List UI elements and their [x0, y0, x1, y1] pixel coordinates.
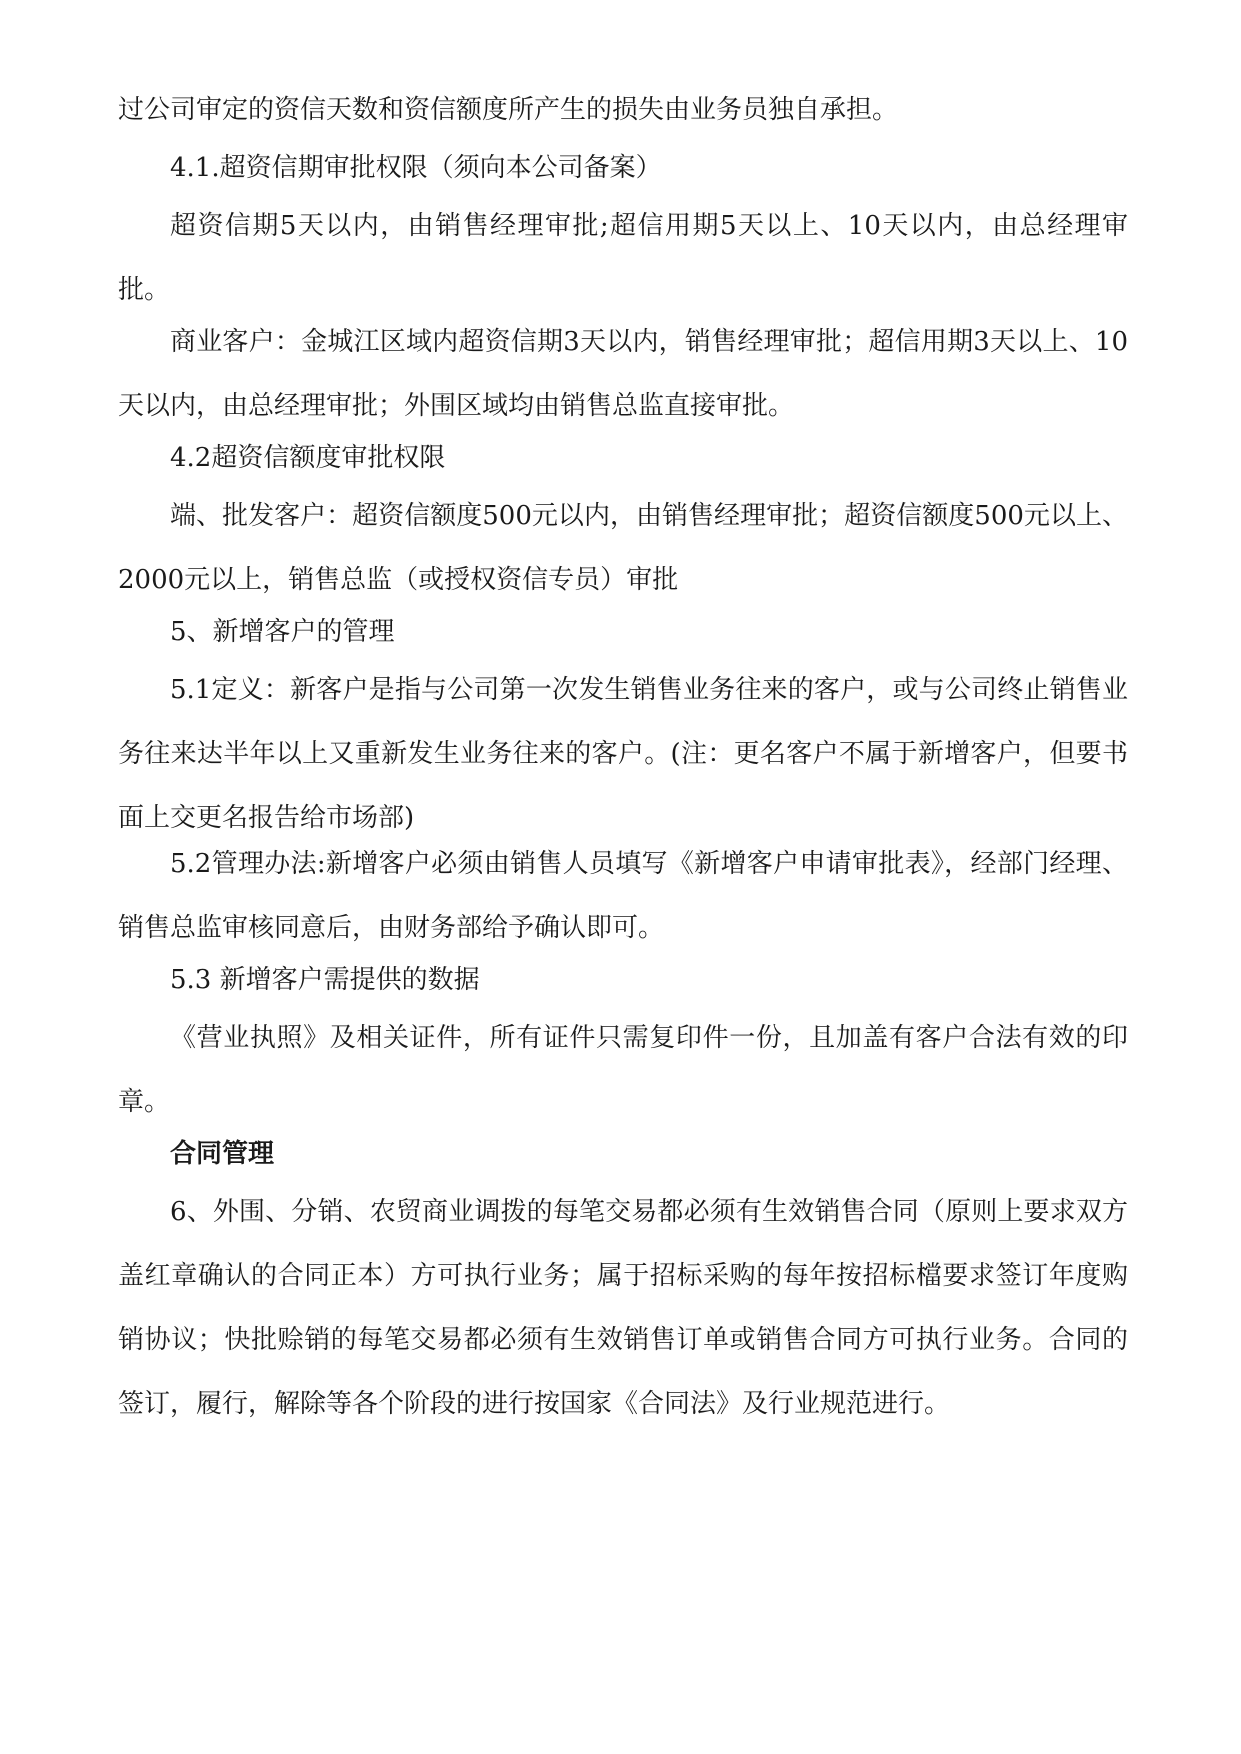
paragraph-4-1-body: 超资信期5天以内，由销售经理审批;超信用期5天以上、10天以内，由总经理审批。 [118, 211, 1128, 305]
paragraph-5-3-heading: 5.3 新增客户需提供的数据 [170, 965, 480, 995]
paragraph-commercial-clients: 商业客户：金城江区域内超资信期3天以内，销售经理审批；超信用期3天以上、10天以内，由总经理审批；外围区域均由销售总监直接审批。 [118, 327, 1128, 421]
paragraph-5-3-body: 《营业执照》及相关证件，所有证件只需复印件一份，且加盖有客户合法有效的印章。 [118, 1023, 1128, 1117]
paragraph-5-1-definition: 5.1定义：新客户是指与公司第一次发生销售业务往来的客户，或与公司终止销售业务往来达半年以上又重新发生业务往来的客户。(注：更名客户不属于新增客户，但要书面上交更名报告给市场部) [118, 675, 1128, 833]
paragraph-4-2-body: 端、批发客户：超资信额度500元以内，由销售经理审批；超资信额度500元以上、2000元以上，销售总监（或授权资信专员）审批 [118, 501, 1128, 595]
section-heading-contract-management: 合同管理 [170, 1139, 275, 1169]
paragraph-4-2-heading: 4.2超资信额度审批权限 [170, 443, 446, 473]
paragraph-loss-responsibility: 过公司审定的资信天数和资信额度所产生的损失由业务员独自承担。 [118, 95, 899, 125]
paragraph-5-2-method: 5.2管理办法:新增客户必须由销售人员填写《新增客户申请审批表》，经部门经理、销售总监审核同意后，由财务部给予确认即可。 [118, 849, 1128, 943]
paragraph-6-contracts: 6、外围、分销、农贸商业调拨的每笔交易都必须有生效销售合同（原则上要求双方盖红章确认的合同正本）方可执行业务；属于招标采购的每年按招标檔要求签订年度购销协议；快批赊销的每笔交易都必须有生效销售订单或销售合同方可执行业务。合同的签订，履行，解除等各个阶段的进行按国家《合同法》及行业规范进行。 [118, 1197, 1128, 1419]
paragraph-4-1-heading: 4.1.超资信期审批权限（须向本公司备案） [170, 153, 662, 183]
paragraph-5-heading: 5、新增客户的管理 [170, 617, 395, 647]
